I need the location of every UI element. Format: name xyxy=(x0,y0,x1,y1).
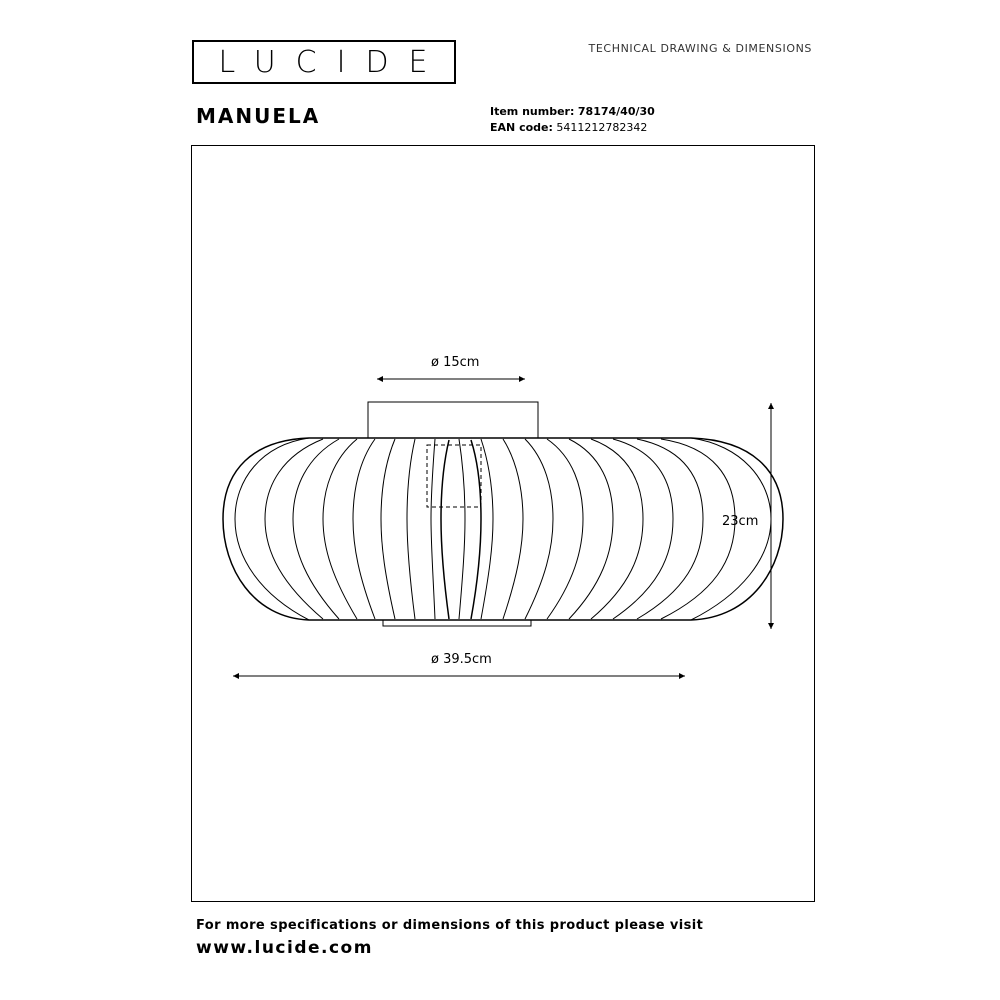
footer-url[interactable]: www.lucide.com xyxy=(196,938,373,958)
ean-row xyxy=(490,120,655,136)
item-number-row xyxy=(490,104,655,120)
inner-light-source xyxy=(427,445,481,507)
ean-label: EAN code: xyxy=(490,121,553,134)
bottom-diameter-label: ø 39.5cm xyxy=(431,652,492,667)
document-subtitle: TECHNICAL DRAWING & DIMENSIONS xyxy=(588,42,812,55)
top-diameter-dimension xyxy=(377,355,525,382)
logo-text: LUCIDE xyxy=(218,44,448,80)
item-number-value: 78174/40/30 xyxy=(577,105,655,118)
brand-logo xyxy=(192,40,456,84)
item-number-label: Item number: xyxy=(490,105,575,118)
technical-drawing xyxy=(191,145,815,902)
product-meta xyxy=(490,104,655,136)
bottom-cap xyxy=(383,620,531,626)
product-name: MANUELA xyxy=(196,104,321,128)
ean-value: 5411212782342 xyxy=(556,121,648,134)
height-label: 23cm xyxy=(722,514,759,529)
ceiling-canopy xyxy=(368,402,538,438)
top-diameter-label: ø 15cm xyxy=(431,355,480,370)
lamp-shade xyxy=(223,438,783,620)
bottom-diameter-dimension xyxy=(233,652,685,679)
footer-text: For more specifications or dimensions of this product please visit xyxy=(196,918,704,933)
